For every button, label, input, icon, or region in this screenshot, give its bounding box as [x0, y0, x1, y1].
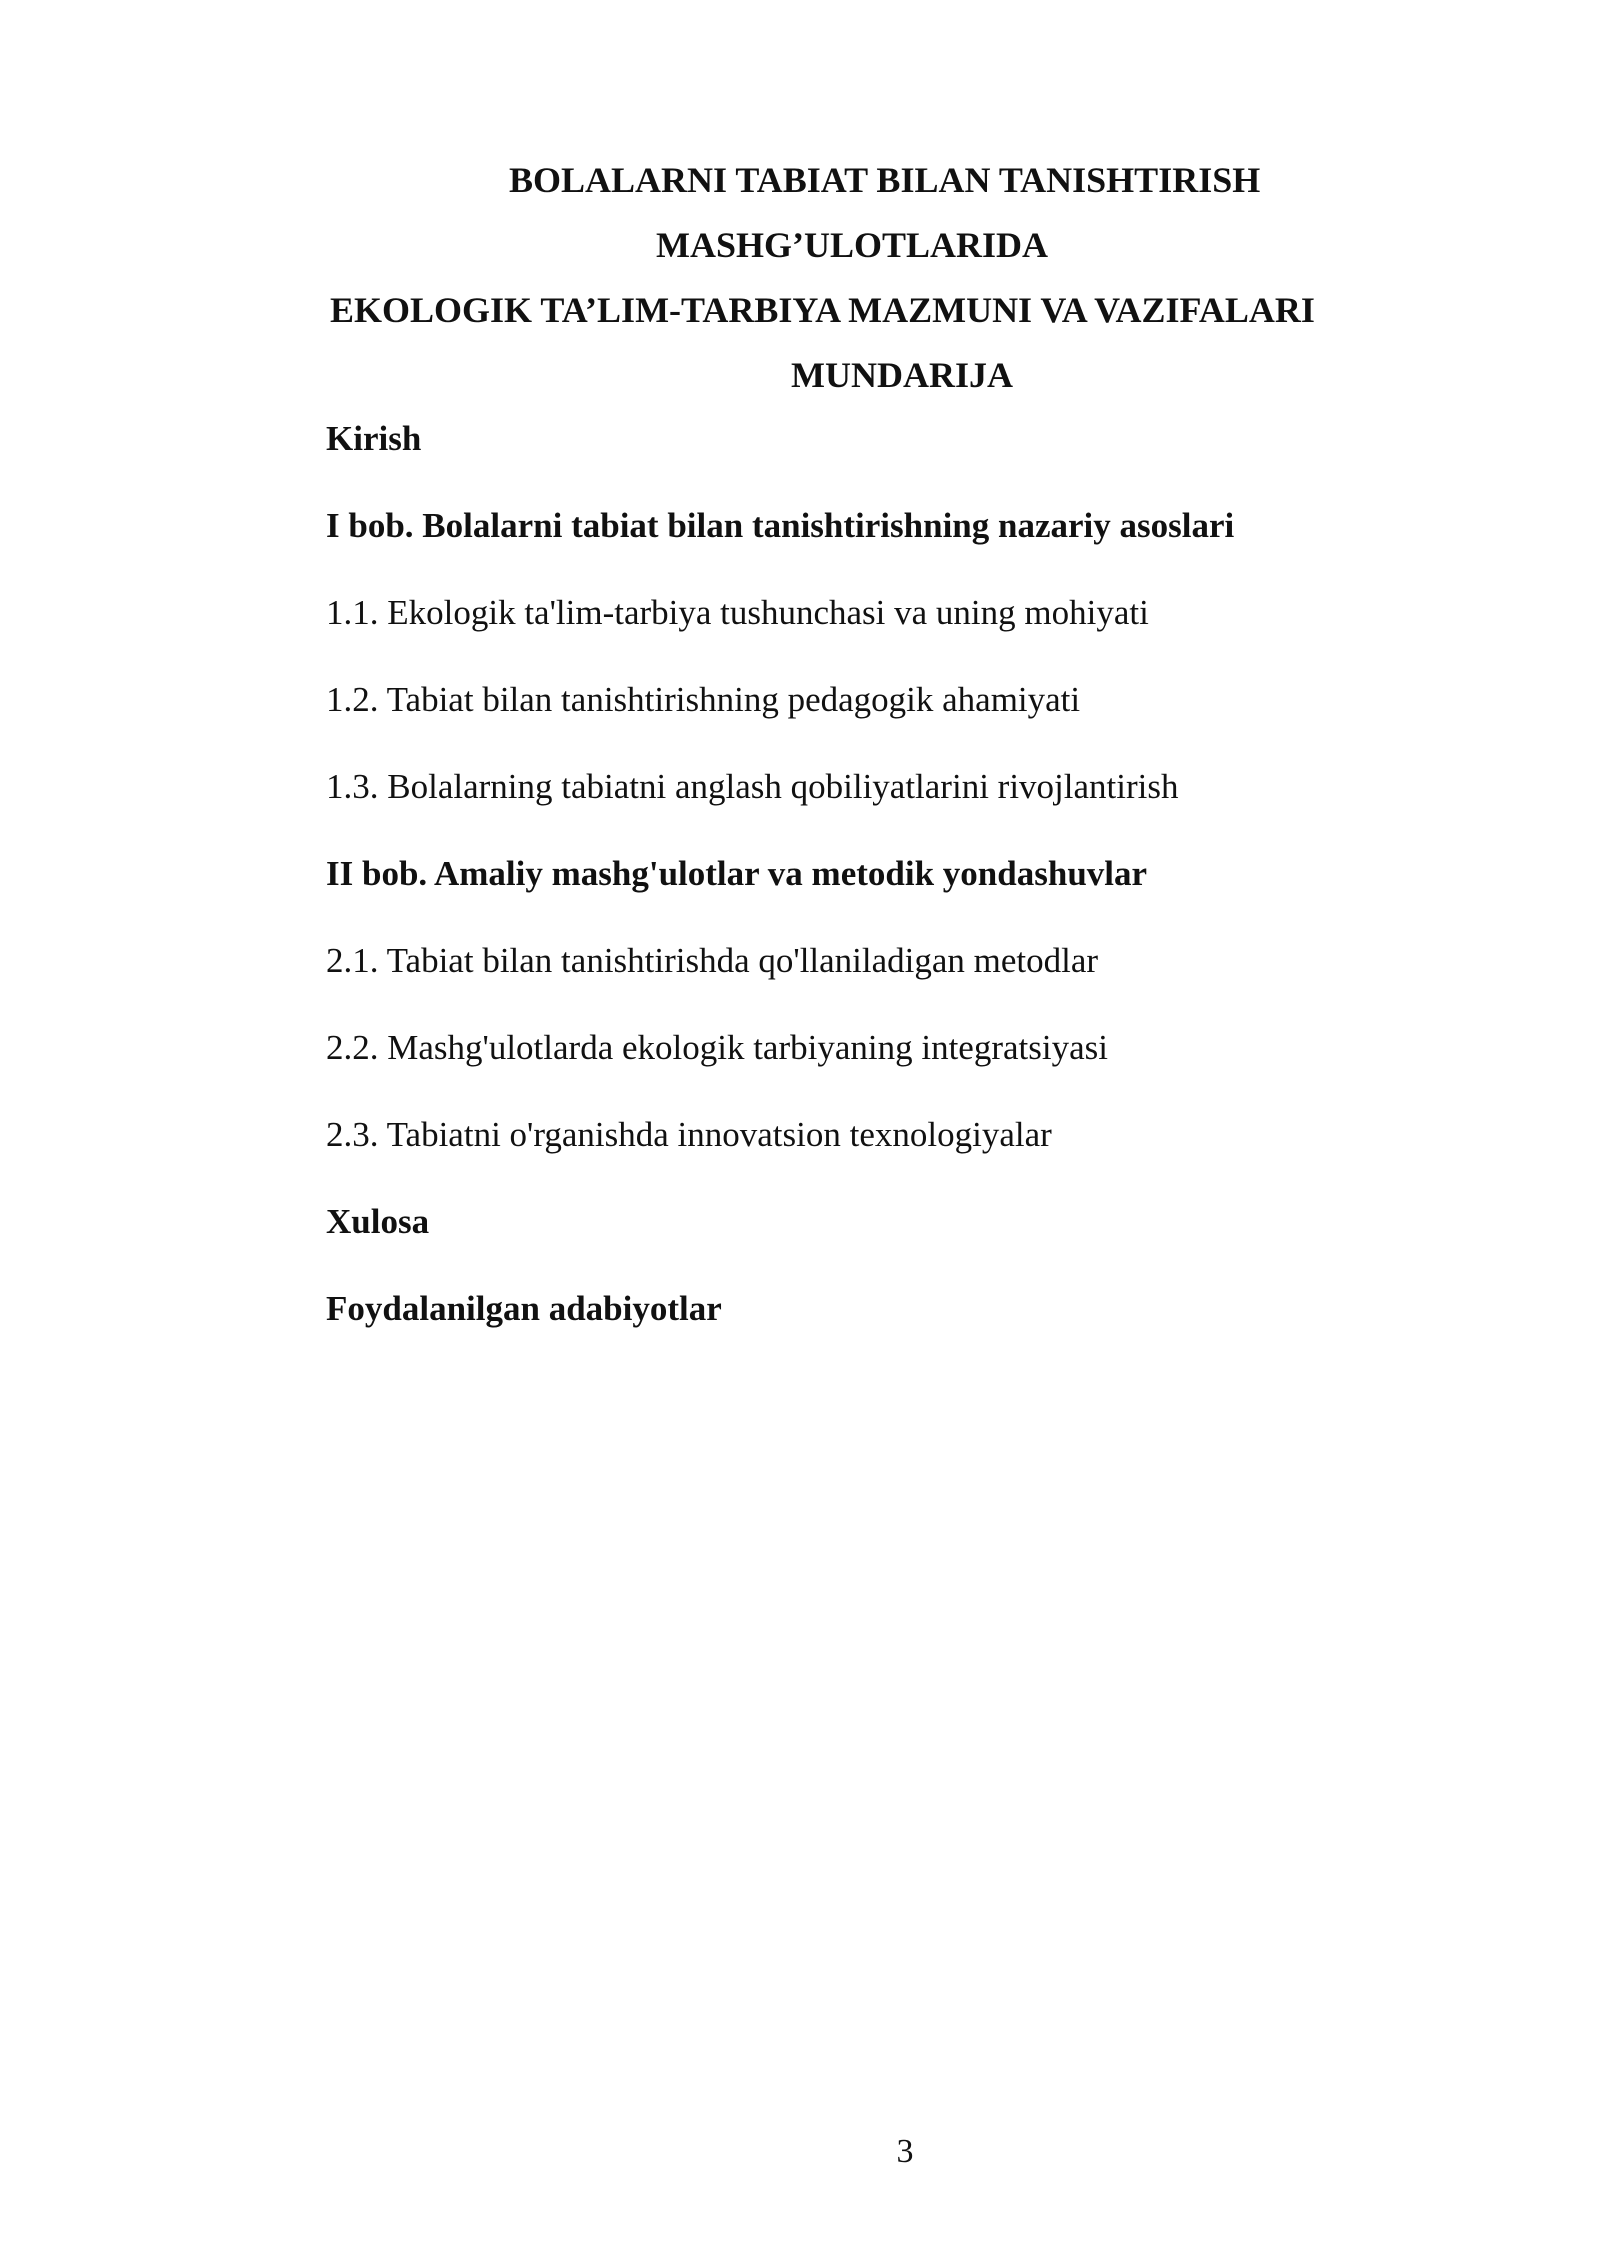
page-number: 3 — [896, 2133, 914, 2170]
toc-item-section-1-1: 1.1. Ekologik ta'lim-tarbiya tushunchasi va uning mohiyati — [326, 593, 1149, 632]
toc-item-section-2-1: 2.1. Tabiat bilan tanishtirishda qo'llaniladigan metodlar — [326, 941, 1099, 980]
toc-item-conclusion: Xulosa — [326, 1202, 430, 1241]
toc-item-chapter-2: II bob. Amaliy mashg'ulotlar va metodik yondashuvlar — [326, 854, 1148, 893]
toc-item-section-2-2: 2.2. Mashg'ulotlarda ekologik tarbiyaning integratsiyasi — [326, 1028, 1108, 1067]
title-line-2: MASHG’ULOTLARIDA — [656, 225, 1049, 265]
toc-item-section-1-3: 1.3. Bolalarning tabiatni anglash qobiliyatlarini rivojlantirish — [326, 767, 1179, 806]
toc-item-introduction: Kirish — [326, 419, 422, 458]
document-title — [326, 148, 1414, 408]
toc-item-section-2-3: 2.3. Tabiatni o'rganishda innovatsion texnologiyalar — [326, 1115, 1052, 1154]
toc-item-chapter-1: I bob. Bolalarni tabiat bilan tanishtirishning nazariy asoslari — [326, 506, 1235, 545]
title-line-3: EKOLOGIK TA’LIM-TARBIYA MAZMUNI VA VAZIFALARI — [330, 290, 1315, 330]
title-line-1: BOLALARNI TABIAT BILAN TANISHTIRISH — [509, 160, 1261, 200]
toc-item-references: Foydalanilgan adabiyotlar — [326, 1289, 722, 1328]
contents-heading: MUNDARIJA — [791, 355, 1013, 395]
toc-item-section-1-2: 1.2. Tabiat bilan tanishtirishning pedagogik ahamiyati — [326, 680, 1081, 719]
table-of-contents — [326, 406, 1426, 1363]
